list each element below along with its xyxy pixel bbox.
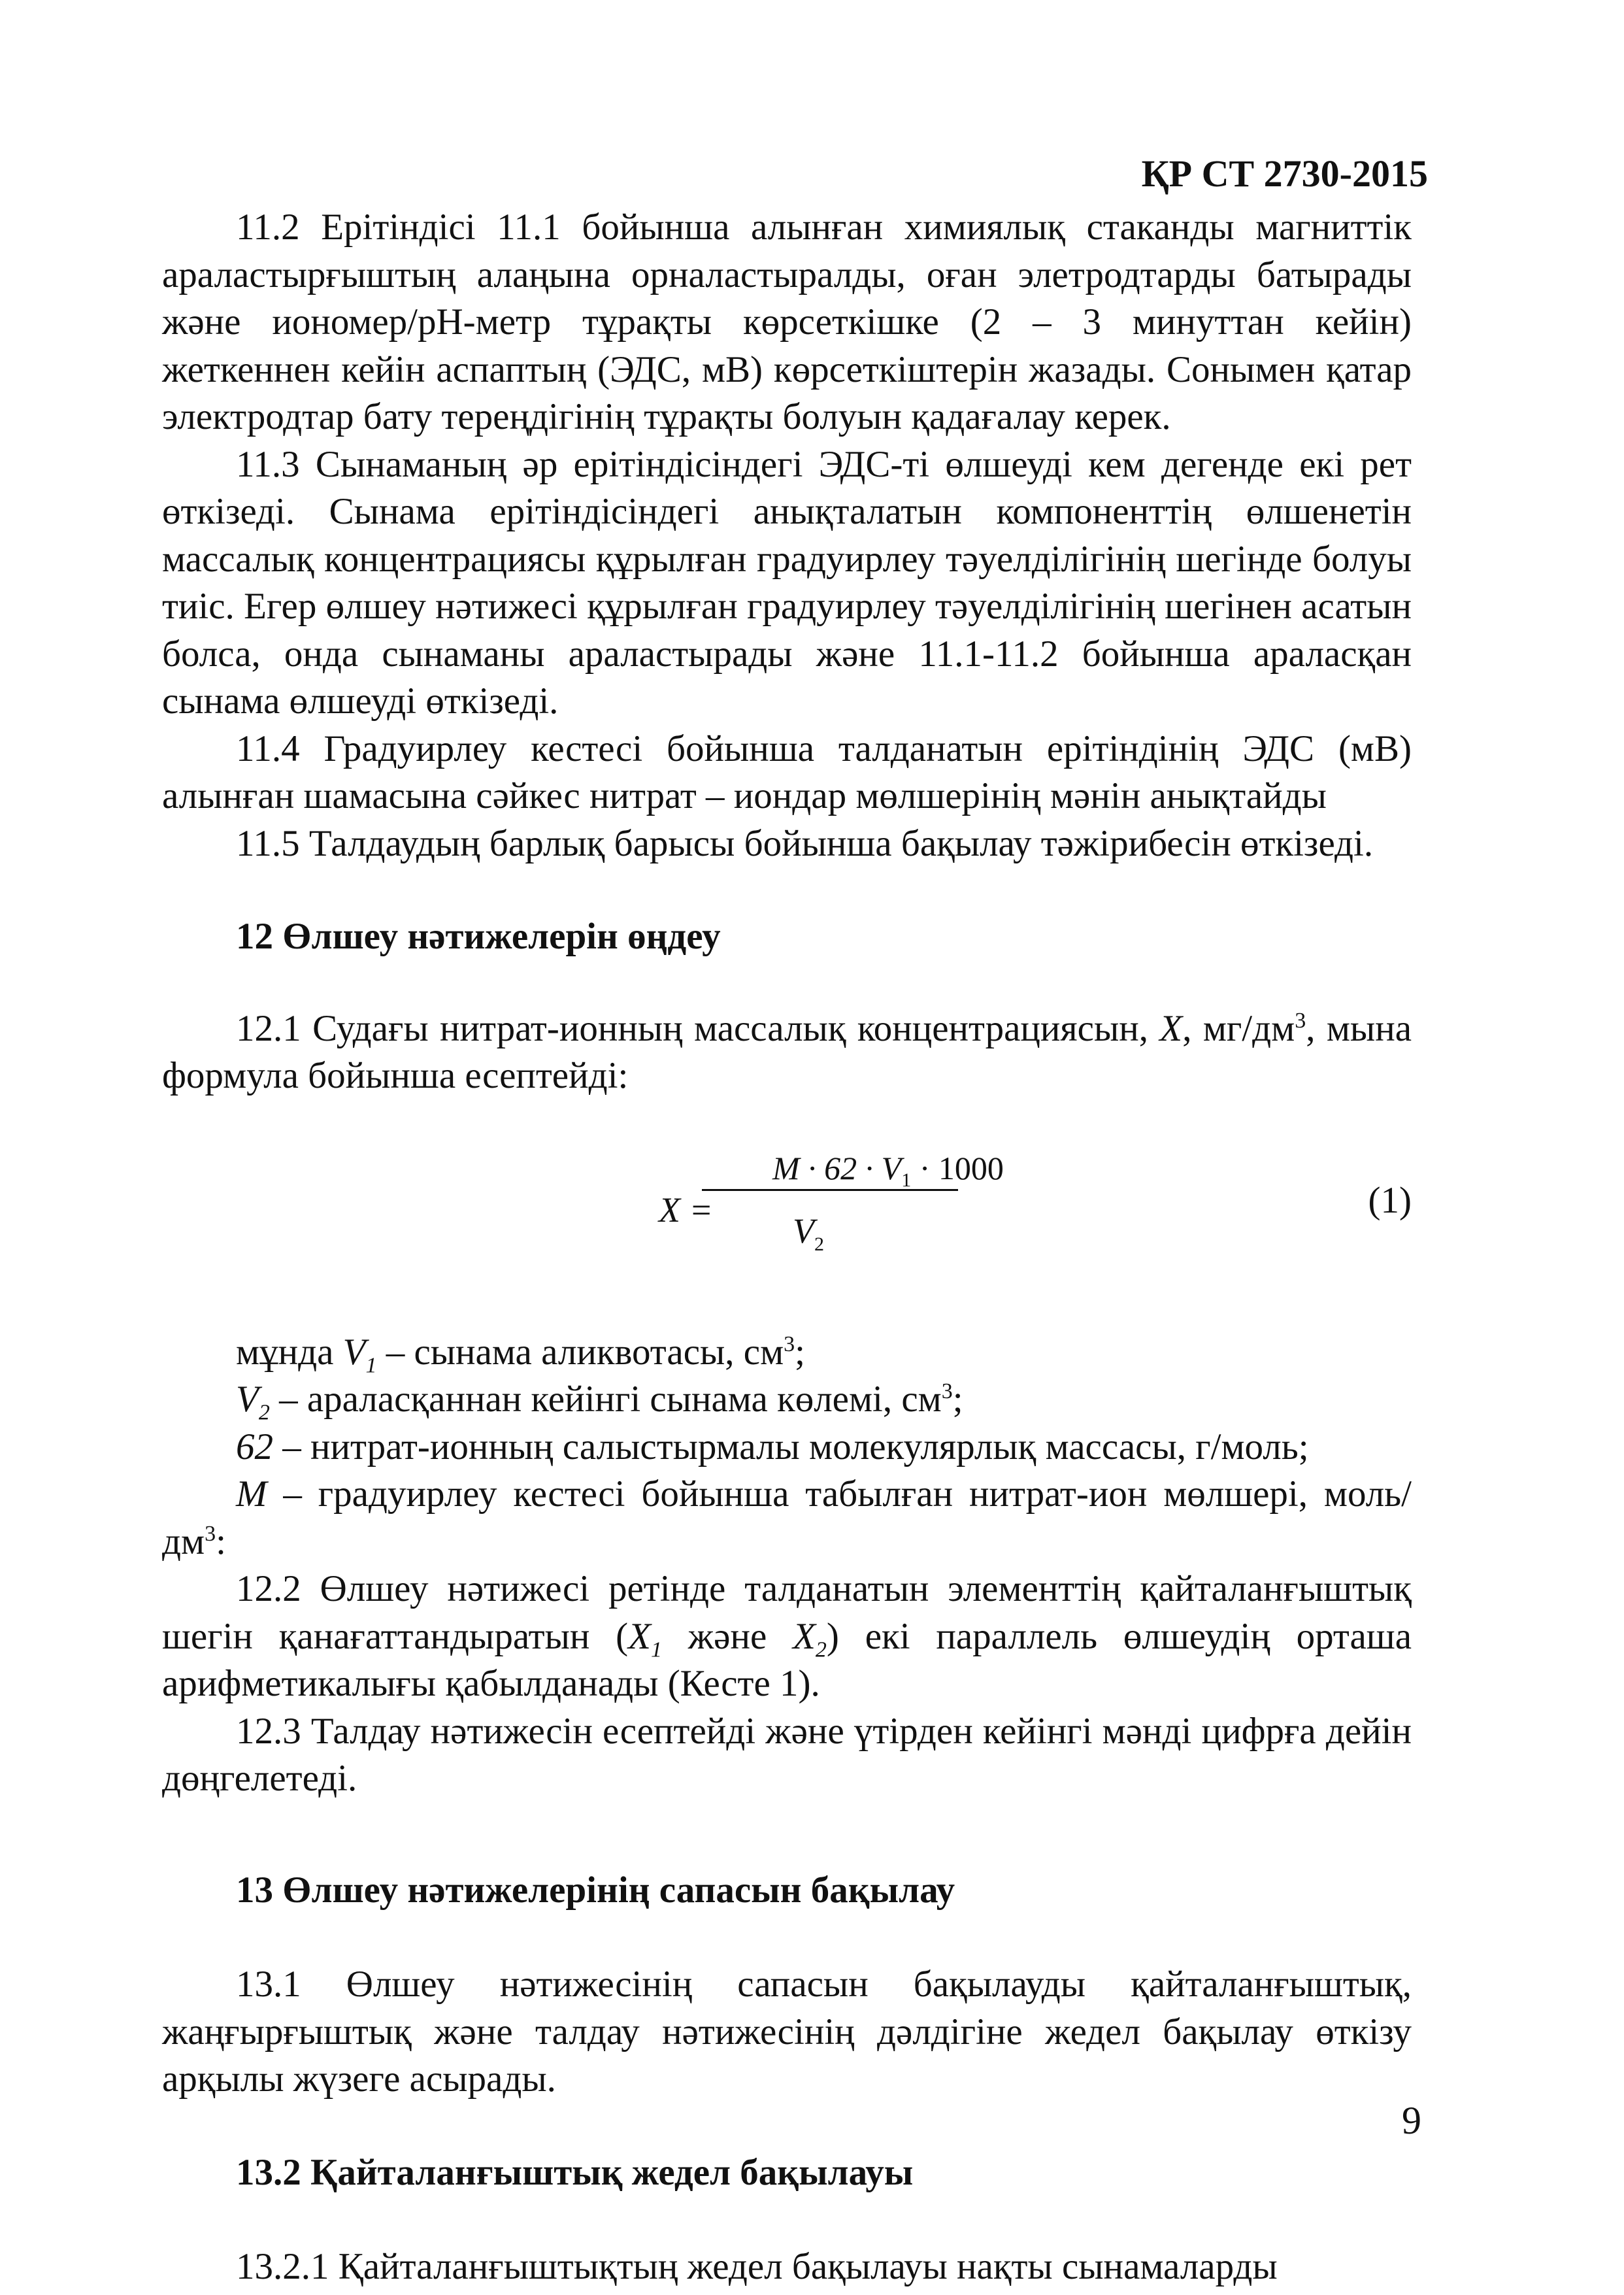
paragraph-12-2 — [162, 1566, 1412, 1708]
section-13-2-heading: 13.2 Қайталанғыштық жедел бақылауы — [236, 2151, 914, 2193]
formula-1 — [659, 1145, 1110, 1282]
paragraph-13-1: 13.1 Өлшеу нәтижесінің сапасын бақылауды қайталанғыштық, жаңғырғыштық және талдау нәтижесінің дәлдігіне жедел бақылау өткізу арқылы жүзеге асырады. — [162, 1964, 1412, 2100]
def-v1-text: – сынама аликвотасы, см — [376, 1331, 784, 1373]
page-body — [162, 204, 1412, 2291]
def-v1-sup: 3 — [784, 1332, 795, 1356]
fraction-bar — [702, 1189, 958, 1191]
def-v1-lead: мұнда — [236, 1331, 343, 1373]
def-62-symbol: 62 — [236, 1426, 273, 1467]
formula-definitions — [162, 1329, 1412, 1566]
p12-2-x1-sub: 1 — [650, 1637, 662, 1662]
formula-numerator — [772, 1145, 1004, 1192]
p12-2-x1: X — [628, 1615, 651, 1657]
formula-lhs: X = — [659, 1190, 713, 1230]
def-v2-symbol: V — [236, 1379, 259, 1420]
p12-1-text-b: , мг/дм — [1182, 1007, 1295, 1049]
definition-v2 — [162, 1376, 1412, 1424]
paragraph-11-5: 11.5 Талдаудың барлық барысы бойынша бақылау тәжірибесін өткізеді. — [236, 822, 1374, 864]
paragraph-13-2-1: 13.2.1 Қайталанғыштықтың жедел бақылауы нақты сынамаларды — [236, 2246, 1278, 2287]
formula-denominator-main: V — [793, 1211, 814, 1250]
paragraph-11-4: 11.4 Градуирлеу кестесі бойынша талданатын ерітіндінің ЭДС (мВ) алынған шамасына сәйкес нитрат – иондар мөлшерінің мәнін анықтайды — [162, 728, 1412, 816]
def-m-symbol: M — [236, 1473, 267, 1515]
p12-2-text-a: 12.2 Өлшеу нәтижесі ретінде талданатын элементтің қайталанғыштық шегін қанағаттандыратын ( — [162, 1568, 1412, 1657]
def-v2-sub: 2 — [258, 1400, 270, 1425]
equation-number: (1) — [1368, 1179, 1412, 1221]
page-number: 9 — [1402, 2099, 1421, 2142]
def-v1-sub: 1 — [365, 1352, 377, 1377]
definition-v1 — [162, 1329, 1412, 1377]
formula-numerator-sub: 1 — [901, 1169, 912, 1191]
def-62-text: – нитрат-ионның салыстырмалы молекулярлық массасы, г/моль; — [273, 1426, 1309, 1467]
standard-code: ҚР СТ 2730-2015 — [1141, 152, 1428, 195]
section-12-heading: 12 Өлшеу нәтижелерін өңдеу — [236, 916, 721, 957]
p12-2-mid: және — [661, 1615, 793, 1657]
def-v1-end: ; — [795, 1331, 806, 1373]
p12-1-text-a: 12.1 Судағы нитрат-ионның массалық концентрациясын, — [236, 1007, 1160, 1049]
paragraph-11-2: 11.2 Ерітіндісі 11.1 бойынша алынған химиялық стаканды магниттік араластырғыштың алаңына орналастыралды, оған элетродтарды батырады және иономер/рН-метр тұрақты көрсеткішке (2 – 3 минуттан кейін) жеткеннен кейін аспаптың (ЭДС, мВ) көрсеткіштерін жазады. Сонымен қатар электродтар бату тереңдігінің тұрақты болуын қадағалау керек. — [162, 207, 1412, 437]
formula-numerator-main: M · 62 · V — [772, 1149, 902, 1186]
p12-1-symbol-x: X — [1159, 1007, 1183, 1049]
paragraph-11-3: 11.3 Сынаманың әр ерітіндісіндегі ЭДС-ті өлшеуді кем дегенде екі рет өткізеді. Сынама ерітіндісіндегі анықталатын компоненттің өлшенетін массалық концентрациясы құрылған градуирлеу тәуелділігінің шегінде болуы тиіс. Егер өлшеу нәтижесі құрылған градуирлеу тәуелділігінің шегінен асатын болса, онда сынаманы араластырады және 11.1-11.2 бойынша араласқан сынама өлшеуді өткізеді. — [162, 443, 1412, 722]
formula-numerator-tail: · 1000 — [911, 1149, 1004, 1186]
definition-m — [162, 1471, 1412, 1566]
def-m-end: : — [216, 1520, 226, 1562]
formula-denominator-sub: 2 — [814, 1233, 824, 1255]
p12-1-sup: 3 — [1295, 1008, 1306, 1033]
def-v2-sup: 3 — [941, 1379, 953, 1403]
paragraph-12-1 — [162, 1005, 1412, 1100]
def-m-sup: 3 — [205, 1521, 216, 1546]
p12-2-x2: X — [793, 1615, 816, 1657]
definition-62 — [162, 1424, 1412, 1471]
p12-2-text-b: ) екі параллель өлшеудің орташа арифметикалығы қабылданады (Кесте 1). — [162, 1615, 1412, 1704]
section-13-heading: 13 Өлшеу нәтижелерінің сапасын бақылау — [236, 1869, 955, 1911]
def-m-text: – градуирлеу кестесі бойынша табылған нитрат-ион мөлшері, моль/дм — [162, 1473, 1412, 1562]
p12-2-x2-sub: 2 — [815, 1637, 827, 1662]
formula-block — [162, 1145, 1412, 1282]
def-v2-text: – араласқаннан кейінгі сынама көлемі, см — [269, 1379, 942, 1420]
paragraph-12-3: 12.3 Талдау нәтижесін есептейді және үтірден кейінгі мәнді цифрға дейін дөңгелетеді. — [162, 1710, 1412, 1799]
def-v1-symbol: V — [342, 1331, 366, 1373]
def-v2-end: ; — [952, 1379, 963, 1420]
p12-1-text-c: , мына формула бойынша есептейді: — [162, 1007, 1412, 1096]
formula-denominator — [793, 1207, 824, 1255]
